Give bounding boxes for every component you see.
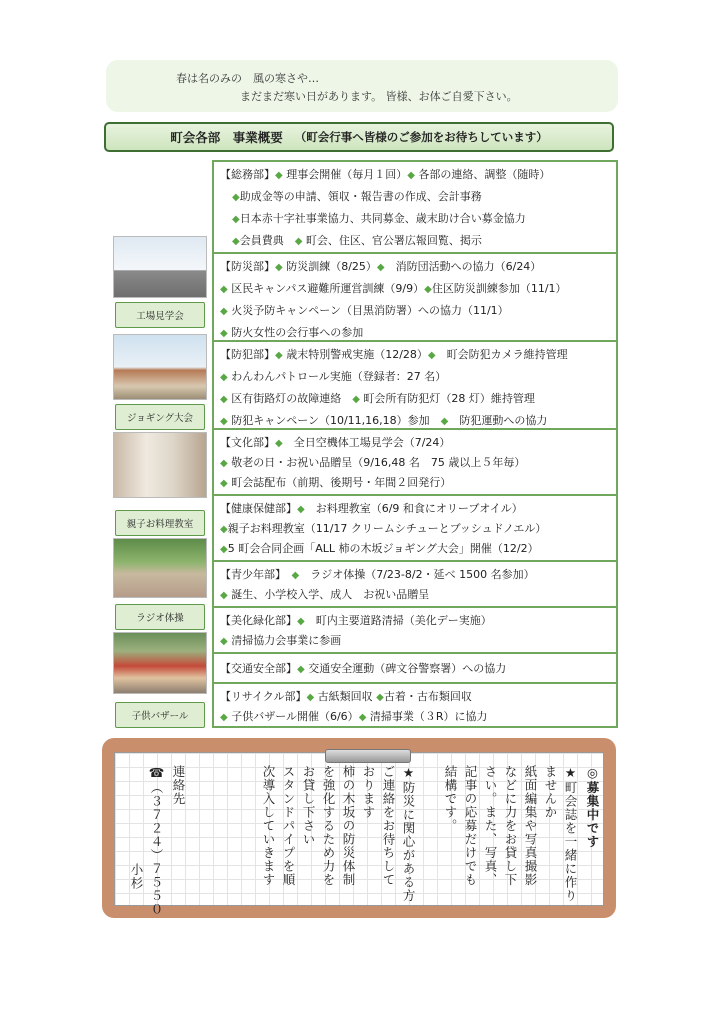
department-table (212, 160, 618, 728)
text-line: ◆ 敬老の日・お祝い品贈呈（9/16,48 名 75 歳以上５年毎） (220, 456, 526, 469)
section-culture (214, 430, 616, 496)
notice-column: ませんか (543, 765, 558, 819)
notice-column: などに力をお貸し下 (503, 765, 518, 887)
diamond-bullet-icon: ◆ (220, 306, 228, 317)
photo-label-bazaar: 子供バザール (115, 702, 205, 728)
diamond-bullet-icon: ◆ (427, 350, 436, 361)
notice-column: おります (361, 765, 376, 819)
text-line: ◆親子お料理教室（11/17 クリームシチューとブッシュドノエル） (220, 522, 547, 535)
diamond-bullet-icon: ◆ (275, 350, 283, 361)
diamond-bullet-icon: ◆ (232, 214, 240, 225)
contact-name: 小杉 (129, 863, 144, 890)
text-line: 【美化緑化部】◆ 町内主要道路清掃（美化デー実施） (220, 614, 492, 627)
diamond-bullet-icon: ◆ (220, 590, 228, 601)
text-line: ◆ 町会誌配布（前期、後期号・年間２回発行） (220, 476, 452, 489)
notice-column: ★町会誌を一緒に作り (563, 765, 578, 903)
text-line: 【リサイクル部】◆ 古紙類回収 ◆古着・古布類回収 (220, 690, 472, 703)
notice-column: 紙面編集や写真撮影 (523, 765, 538, 887)
section-general-affairs (214, 162, 616, 254)
section-traffic-safety (214, 654, 616, 684)
diamond-bullet-icon: ◆ (376, 692, 384, 703)
text-line: 【防犯部】◆ 歳末特別警戒実施（12/28）◆ 町会防犯カメラ維持管理 (220, 348, 568, 361)
photo-jogging (113, 334, 207, 400)
diamond-bullet-icon: ◆ (275, 262, 283, 273)
diamond-bullet-icon: ◆ (424, 284, 432, 295)
section-beautification (214, 608, 616, 654)
notice-column: お貸し下さい (301, 765, 316, 846)
notice-column: ご連絡をお待ちして (381, 765, 396, 887)
photo-cooking (113, 432, 207, 498)
section-banner (104, 122, 614, 152)
diamond-bullet-icon: ◆ (297, 664, 305, 675)
diamond-bullet-icon: ◆ (220, 544, 228, 555)
photo-bazaar (113, 632, 207, 694)
text-line: ◆5 町会合同企画「ALL 柿の木坂ジョギング大会」開催（12/2） (220, 542, 539, 555)
diamond-bullet-icon: ◆ (440, 416, 449, 427)
banner-subtitle: （町会行事へ皆様のご参加をお待ちしています） (294, 130, 548, 144)
text-line: ◆ 防火女性の会行事への参加 (220, 326, 364, 339)
diamond-bullet-icon: ◆ (352, 394, 360, 405)
section-disaster-prevention (214, 254, 616, 342)
diamond-bullet-icon: ◆ (232, 236, 240, 247)
photo-label-jogging: ジョギング大会 (115, 404, 205, 430)
text-line: ◆ 火災予防キャンペーン（目黒消防署）への協力（11/1） (220, 304, 509, 317)
notice-board (102, 738, 616, 918)
notice-column: ◎募集中です (585, 765, 600, 849)
clip-icon (325, 749, 411, 763)
diamond-bullet-icon: ◆ (220, 636, 228, 647)
greeting-box (106, 60, 618, 112)
text-line: 【交通安全部】◆ 交通安全運動（碑文谷警察署）への協力 (220, 662, 507, 675)
text-line: 【青少年部】 ◆ ラジオ体操（7/23-8/2・延べ 1500 名参加） (220, 568, 535, 581)
notice-column: ★防災に関心がある方 (401, 765, 416, 903)
diamond-bullet-icon: ◆ (220, 328, 228, 339)
greeting-line-1: 春は名のみの 風の寒さや… (176, 72, 319, 85)
photo-radio-exercise (113, 538, 207, 598)
notice-column: さい。また、写真、 (483, 765, 498, 887)
notice-column: 次導入していきます (261, 765, 276, 887)
diamond-bullet-icon: ◆ (358, 712, 367, 723)
section-health (214, 496, 616, 562)
photo-label-cooking: 親子お料理教室 (115, 510, 205, 536)
text-line: ◆ 清掃協力会事業に参画 (220, 634, 342, 647)
diamond-bullet-icon: ◆ (220, 524, 228, 535)
photo-factory-tour (113, 236, 207, 298)
photo-label-factory-tour: 工場見学会 (115, 302, 205, 328)
text-line: 【防災部】◆ 防災訓練（8/25）◆ 消防団活動への協力（6/24） (220, 260, 542, 273)
section-youth (214, 562, 616, 608)
contact-label: 連絡先 (171, 765, 186, 806)
diamond-bullet-icon: ◆ (376, 262, 385, 273)
diamond-bullet-icon: ◆ (220, 416, 228, 427)
diamond-bullet-icon: ◆ (220, 458, 228, 469)
diamond-bullet-icon: ◆ (275, 438, 283, 449)
text-line: ◆会員費典 ◆ 町会、住区、官公署広報回覧、掲示 (232, 234, 482, 247)
section-crime-prevention (214, 342, 616, 430)
diamond-bullet-icon: ◆ (220, 478, 228, 489)
notice-column: 柿の木坂の防災体制 (341, 765, 356, 887)
diamond-bullet-icon: ◆ (407, 170, 415, 181)
diamond-bullet-icon: ◆ (220, 712, 228, 723)
diamond-bullet-icon: ◆ (294, 236, 303, 247)
text-line: 【文化部】◆ 全日空機体工場見学会（7/24） (220, 436, 451, 449)
contact-phone: ☎（３７２４）７５５０ (149, 765, 164, 916)
notice-column: を強化するため力を (321, 765, 336, 887)
section-recycling (214, 684, 616, 726)
photo-label-radio-exercise: ラジオ体操 (115, 604, 205, 630)
text-line: ◆ 区有街路灯の故障連絡 ◆ 町会所有防犯灯（28 灯）維持管理 (220, 392, 535, 405)
banner-title: 町会各部 事業概要 (170, 130, 283, 145)
text-line: 【健康保健部】◆ お料理教室（6/9 和食にオリーブオイル） (220, 502, 523, 515)
text-line: ◆ 防犯キャンペーン（10/11,16,18）参加 ◆ 防犯運動への協力 (220, 414, 548, 427)
diamond-bullet-icon: ◆ (297, 616, 305, 627)
notice-paper (114, 752, 604, 916)
text-line: 【総務部】◆ 理事会開催（毎月１回）◆ 各部の連絡、調整（随時） (220, 168, 551, 181)
diamond-bullet-icon: ◆ (220, 372, 228, 383)
text-line: ◆助成金等の申請、領収・報告書の作成、会計事務 (232, 190, 482, 203)
diamond-bullet-icon: ◆ (220, 284, 228, 295)
text-line: ◆ 誕生、小学校入学、成人 お祝い品贈呈 (220, 588, 430, 601)
text-line: ◆ 区民キャンパス避難所運営訓練（9/9）◆住区防災訓練参加（11/1） (220, 282, 567, 295)
greeting-line-2: まだまだ寒い日があります。 皆様、お体ご自愛下さい。 (240, 90, 518, 103)
diamond-bullet-icon: ◆ (306, 692, 315, 703)
text-line: ◆日本赤十字社事業協力、共同募金、歳末助け合い募金協力 (232, 212, 526, 225)
diamond-bullet-icon: ◆ (220, 394, 228, 405)
diamond-bullet-icon: ◆ (232, 192, 240, 203)
diamond-bullet-icon: ◆ (291, 570, 300, 581)
notice-column: 結構です。 (443, 765, 458, 833)
diamond-bullet-icon: ◆ (275, 170, 283, 181)
notice-column: 記事の応募だけでも (463, 765, 478, 887)
diamond-bullet-icon: ◆ (297, 504, 305, 515)
text-line: ◆ 子供バザール開催（6/6）◆ 清掃事業（３R）に協力 (220, 710, 488, 723)
text-line: ◆ わんわんパトロール実施（登録者：27 名） (220, 370, 447, 383)
notice-column: スタンドパイプを順 (281, 765, 296, 887)
